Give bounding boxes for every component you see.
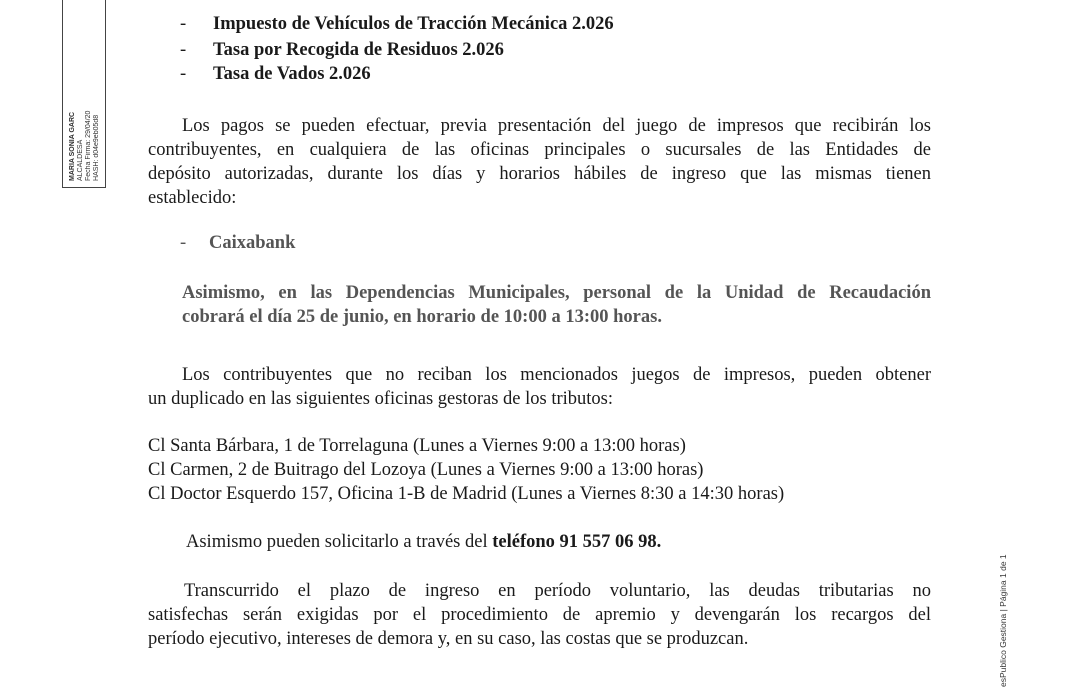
tax-item (180, 38, 504, 62)
phone-number: teléfono 91 557 06 98. (492, 532, 662, 552)
phone-line (186, 530, 661, 554)
list-dash: - (180, 64, 187, 84)
bank-label: Caixabank (209, 233, 296, 253)
paragraph-line: un duplicado en las siguientes oficinas gestoras de los tributos: (148, 389, 613, 409)
signature-date: Fecha Firma: 29/04/20 (85, 110, 92, 181)
signer-name: MARIA SONIA GARC (69, 111, 76, 181)
duplicate-paragraph (148, 363, 931, 411)
signature-hash: HASH: d04e9eb05d8 (93, 114, 100, 181)
final-paragraph (148, 579, 931, 651)
payment-paragraph (148, 114, 931, 210)
office-line: Cl Doctor Esquerdo 157, Oficina 1-B de Madrid (Lunes a Viernes 8:30 a 14:30 horas) (148, 484, 785, 504)
tax-item (180, 12, 614, 36)
paragraph-line: cobrará el día 25 de junio, en horario de 10:00 a 13:00 horas. (182, 307, 662, 327)
paragraph-line: establecido: (148, 188, 237, 208)
paragraph-line: Los pagos se pueden efectuar, previa presentación del juego de impresos que recibirán los (182, 116, 931, 136)
signer-role: ALCALDESA (77, 139, 84, 181)
paragraph-line: satisfechas serán exigidas por el procedimiento de apremio y devengarán los recargos del (148, 605, 931, 625)
list-dash: - (180, 233, 187, 253)
list-dash: - (180, 40, 187, 60)
phone-line-prefix: Asimismo pueden solicitarlo a través del (186, 532, 493, 552)
signature-stamp (62, 0, 106, 188)
tax-item-label: Tasa de Vados 2.026 (213, 64, 371, 84)
municipal-paragraph (182, 281, 931, 329)
office-line: Cl Carmen, 2 de Buitrago del Lozoya (Lunes a Viernes 9:00 a 13:00 horas) (148, 460, 704, 480)
tax-item (180, 62, 371, 86)
paragraph-line: período ejecutivo, intereses de demora y, en su caso, las costas que se produzcan. (148, 629, 749, 649)
paragraph-line: contribuyentes, en cualquiera de las oficinas principales o sucursales de las Entidades de (148, 140, 931, 160)
paragraph-line: Transcurrido el plazo de ingreso en período voluntario, las deudas tributarias no (184, 581, 931, 601)
office-line: Cl Santa Bárbara, 1 de Torrelaguna (Lunes a Viernes 9:00 a 13:00 horas) (148, 436, 686, 456)
tax-item-label: Tasa por Recogida de Residuos 2.026 (213, 40, 504, 60)
signature-stamp-text (69, 0, 101, 181)
paragraph-line: depósito autorizadas, durante los días y horarios hábiles de ingreso que las mismas tienen (148, 164, 931, 184)
bank-item (180, 231, 295, 255)
list-dash: - (180, 14, 187, 34)
side-footer: esPublico Gestiona | Página 1 de 1 (998, 554, 1008, 687)
tax-item-label: Impuesto de Vehículos de Tracción Mecánica 2.026 (213, 14, 614, 34)
paragraph-line: Los contribuyentes que no reciban los mencionados juegos de impresos, pueden obtener (182, 365, 931, 385)
paragraph-line: Asimismo, en las Dependencias Municipales, personal de la Unidad de Recaudación (182, 283, 931, 303)
